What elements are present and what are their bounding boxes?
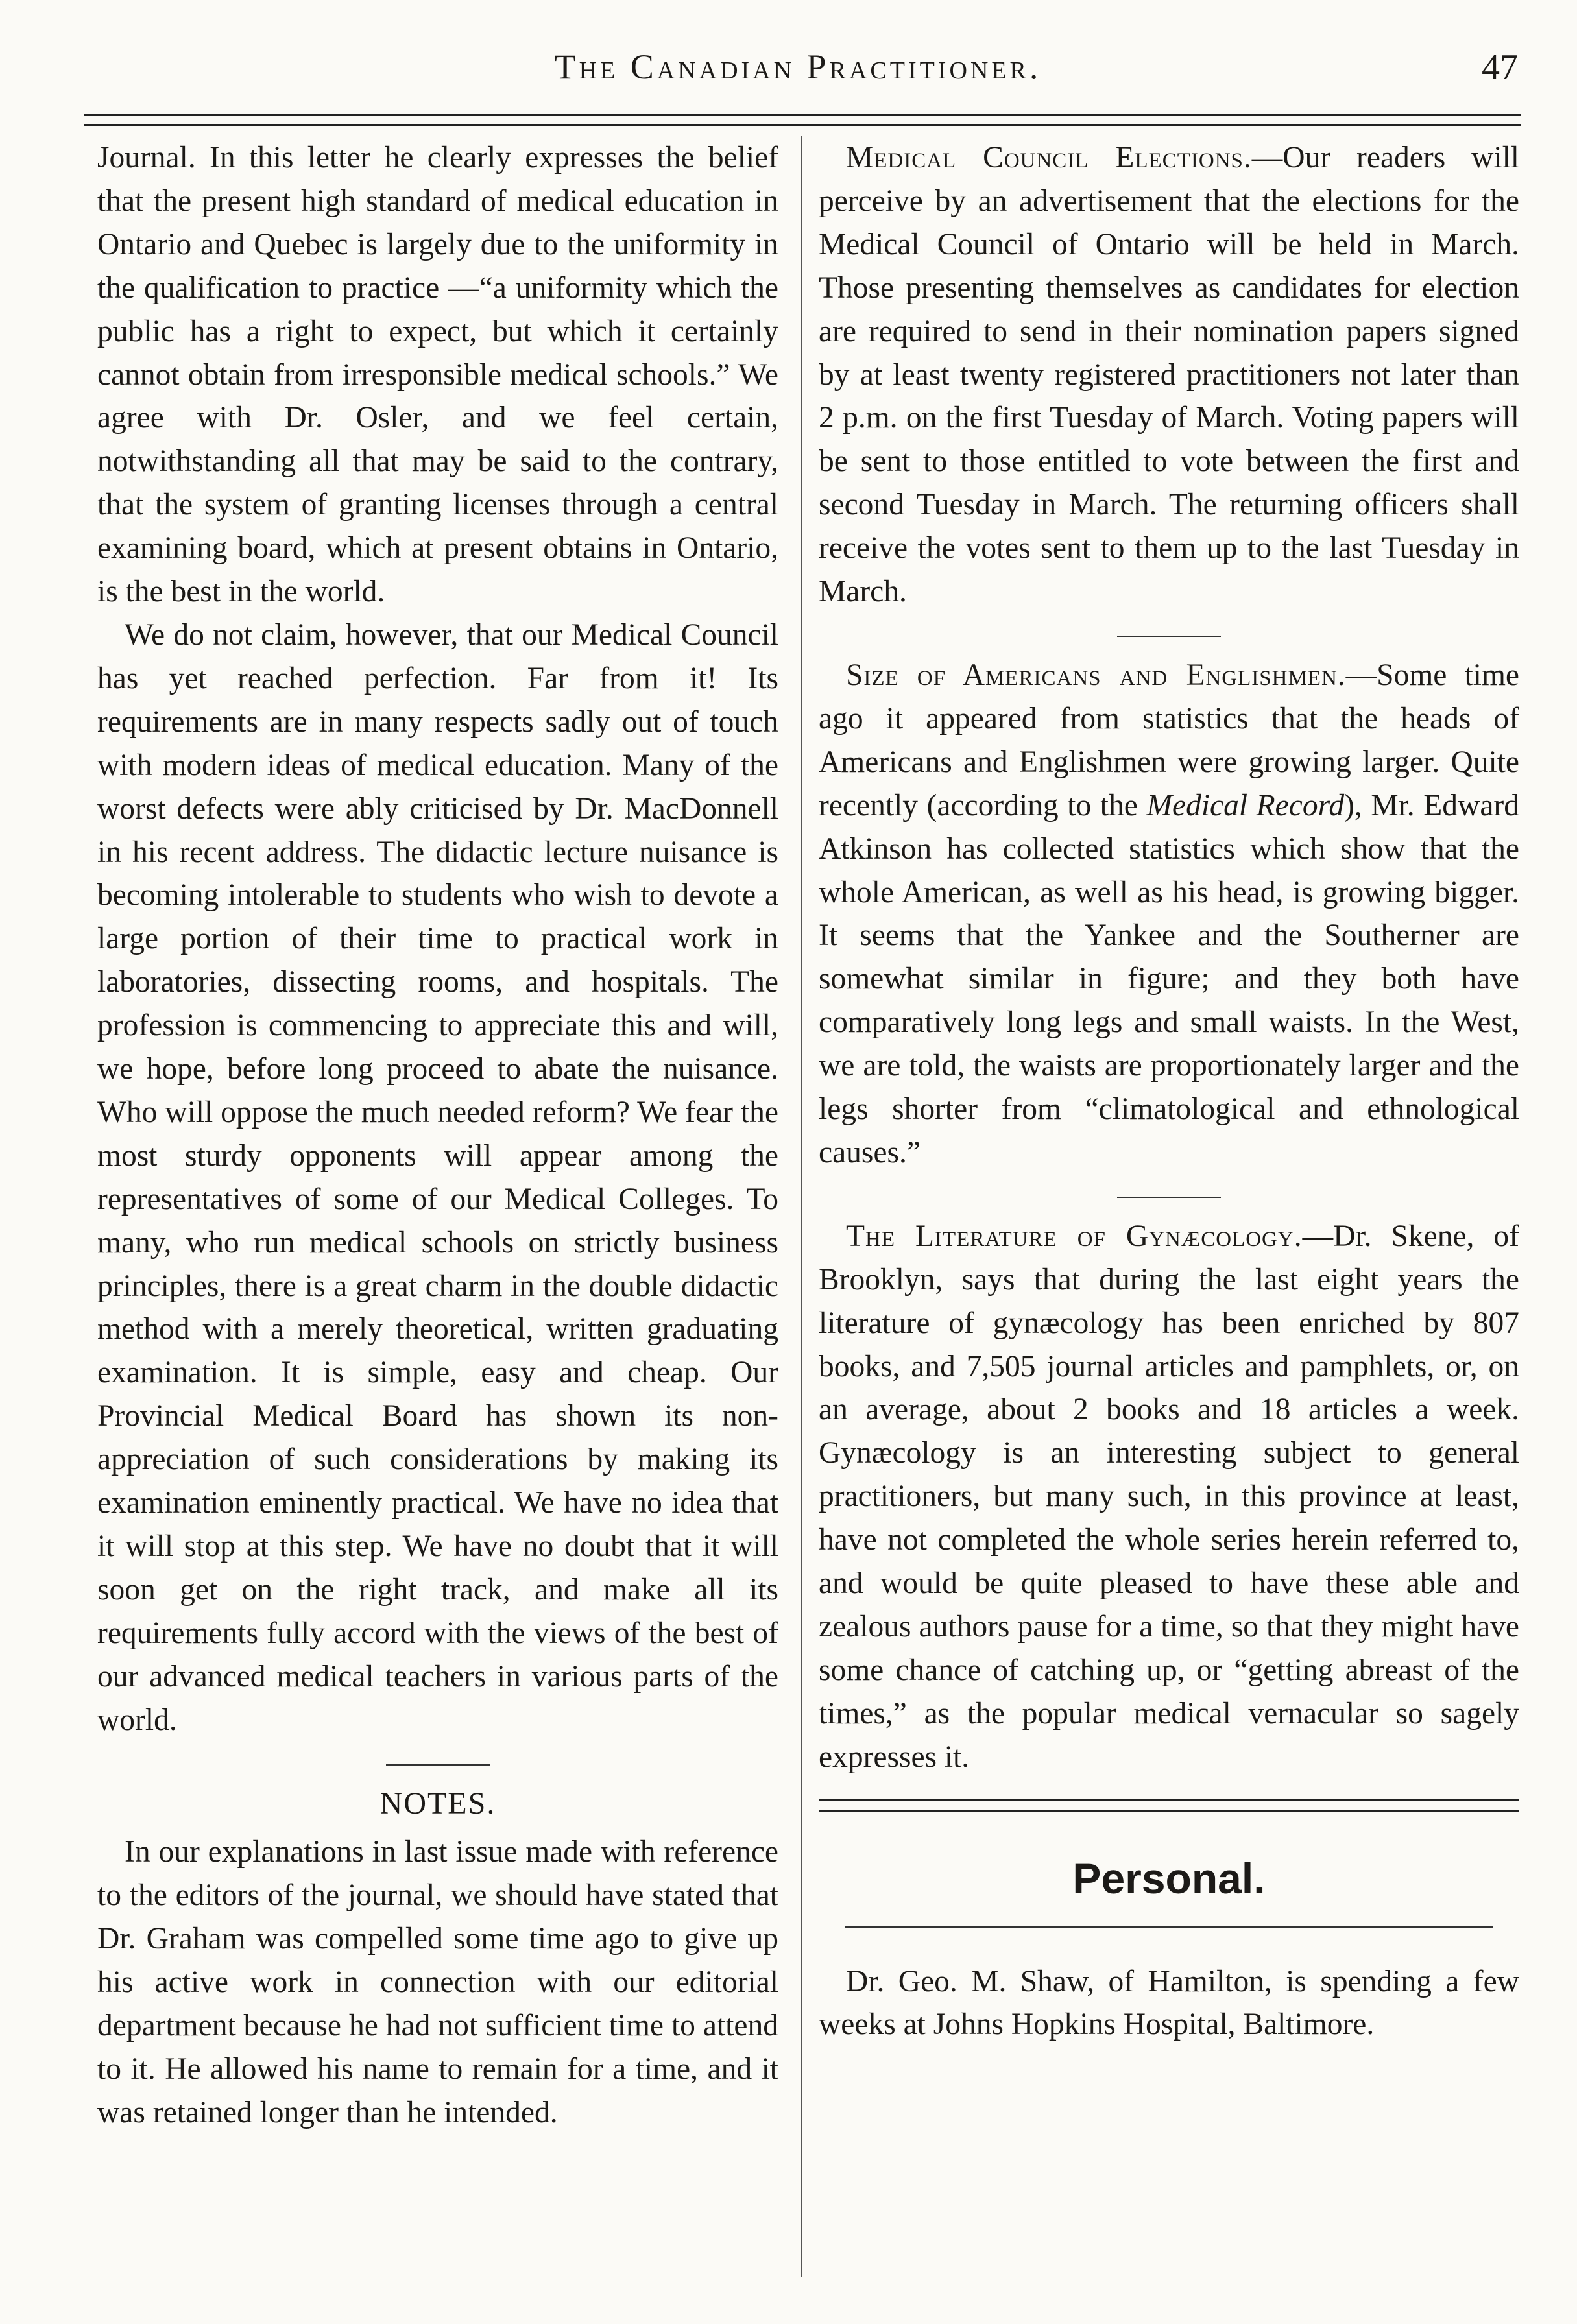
gyn-text: —Dr. Skene, of Brooklyn, says that during the last eight years the literature of gynæcology has been enriched by 807 books, and 7,505 journal articles and pamphlets, or, on an average, about 2 books and 18 articles a week. Gynæcology is an interesting subject to general practitioners, but many such, in this province at least, have not completed the whole series herein referred to, and would be quite pleased to have these able and zealous authors pause for a time, so that they might have some chance of catching up, or “getting abreast of the times,” as the popular medical vernacular so sagely expresses it. [819,1219,1520,1774]
personal-rule-double [819,1799,1519,1812]
section-divider [386,1764,490,1766]
size-text-1: —Some time ago it appeared from statistics that the heads of Americans and Englishmen were growing larger. Quite recently (according to the [819,658,1520,822]
article-divider [1117,636,1221,637]
page-number: 47 [1482,47,1518,88]
elections-heading: Medical Council Elections. [846,141,1252,174]
right-column [819,136,1519,2046]
article-size [819,654,1519,1175]
elections-text: —Our readers will perceive by an advertisement that the elections for the Medical Council of Ontario will be held in March. Those presenting themselves as candidates for election are required to send in their nomination papers signed by at least twenty registered practitioners not later than 2 p.m. on the first Tuesday of March. Voting papers will be sent to those entitled to vote between the first and second Tuesday in March. The returning officers shall receive the votes sent to them up to the last Tuesday in March. [819,141,1519,609]
gyn-heading: The Literature of Gynæcology. [846,1219,1303,1253]
size-text-journal: Medical Record [1146,788,1345,822]
page-header [78,38,1518,109]
notes-heading: NOTES. [379,1786,496,1821]
paragraph-journal: Journal. In this letter he clearly expresses the belief that the present high standard of medical education in Ontario and Quebec is largely due to the uniformity in the qualification to practice —“a uniformity which the public has a right to expect, but which it certainly cannot obtain from irresponsible medical schools.” We agree with Dr. Osler, and we feel certain, notwithstanding all that may be said to the contrary, that the system of granting licenses through a central examining board, which at present obtains in Ontario, is the best in the world. [97,141,778,609]
paragraph-council: We do not claim, however, that our Medical Council has yet reached perfection. Far from it! Its requirements are in many respects sadly out of touch with modern ideas of medical education. Many of the worst defects were ably criticised by Dr. MacDonnell in his recent address. The didactic lecture nuisance is becoming intolerable to students who wish to devote a large portion of their time to practical work in laboratories, dissecting rooms, and hospitals. The profession is commencing to appreciate this and will, we hope, before long proceed to abate the nuisance. Who will oppose the much needed reform? We fear the most sturdy opponents will appear among the representatives of some of our Medical Colleges. To many, who run medical schools on strictly business principles, there is a great charm in the double didactic method with a merely theoretical, written graduating examination. It is simple, easy and cheap. Our Provincial Medical Board has shown its non-appreciation of such considerations by making its examination eminently practical. We have no idea that it will stop at this step. We have no doubt that it will soon get on the right track, and make all its requirements fully accord with the views of the best of our advanced medical teachers in various parts of the world. [97,617,778,1737]
article-divider [1117,1197,1221,1198]
personal-text: Dr. Geo. M. Shaw, of Hamilton, is spending a few weeks at Johns Hopkins Hospital, Baltimore. [819,1964,1519,2042]
paragraph-notes: In our explanations in last issue made with reference to the editors of the journal, we should have stated that Dr. Graham was compelled some time ago to give up his active work in connection with our editorial department because he had not sufficient time to attend to it. He allowed his name to remain for a time, and it was retained longer than he intended. [97,1835,778,2129]
header-rule [84,114,1521,126]
article-elections [819,136,1519,614]
personal-heading: Personal. [1072,1854,1266,1902]
left-column [97,136,778,2135]
size-text-2: ), Mr. Edward Atkinson has collected statistics which show that the whole American, as well as his head, is growing bigger. It seems that the Yankee and the Southerner are somewhat similar in figure; and they both have comparatively long legs and small waists. In the West, we are told, the waists are proportionately larger and the legs shorter from “climatological and ethnological causes.” [819,788,1520,1169]
column-divider [801,136,802,2277]
personal-rule [845,1926,1493,1928]
running-title: The Canadian Practitioner. [554,47,1042,86]
size-heading: Size of Americans and Englishmen. [846,658,1346,692]
article-gynaecology [819,1215,1519,1779]
